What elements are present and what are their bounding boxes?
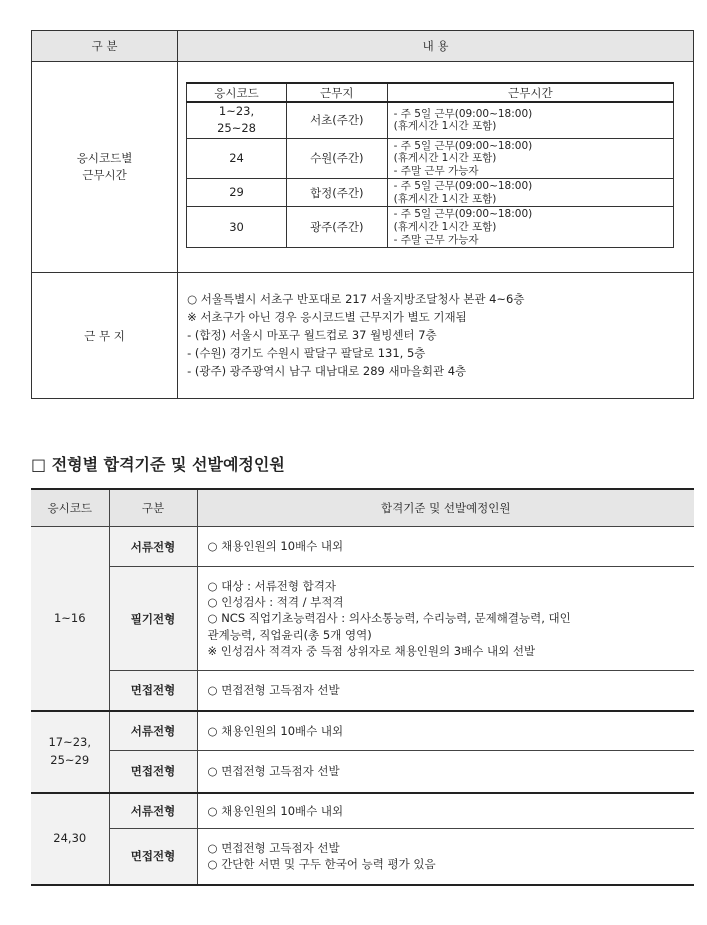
table-row (31, 751, 694, 793)
location-line: - (수원) 경기도 수원시 팔달구 팔달로 131, 5층 (187, 345, 426, 360)
table-row (187, 207, 674, 248)
selection-criteria-table (31, 488, 694, 886)
row-code: 29 (187, 179, 287, 207)
work-conditions-table (31, 30, 694, 399)
location-row (32, 273, 694, 399)
location-label: 근 무 지 (32, 273, 178, 399)
stage-content: ○ 면접전형 고득점자 선발 (197, 751, 694, 793)
inner-header-place: 근무지 (286, 83, 387, 102)
stage-type: 서류전형 (109, 711, 197, 751)
table-row (31, 793, 694, 829)
stage-type: 서류전형 (109, 793, 197, 829)
table-row (187, 138, 674, 179)
table-row (31, 711, 694, 751)
header-content: 내 용 (178, 31, 694, 62)
selection-criteria-header (31, 489, 694, 527)
row-hours: - 주 5일 근무(09:00~18:00) (휴게시간 1시간 포함) - 주말 근무 가능자 (387, 138, 673, 179)
section-title: □ 전형별 합격기준 및 선발예정인원 (31, 455, 285, 474)
stage-type: 면접전형 (109, 671, 197, 711)
table-row (31, 671, 694, 711)
row-code: 30 (187, 207, 287, 248)
group-code: 24,30 (31, 793, 109, 885)
codes-hours-label: 응시코드별 근무시간 (32, 62, 178, 273)
location-line: ※ 서초구가 아닌 경우 응시코드별 근무지가 별도 기재됨 (187, 310, 467, 325)
stage-type: 면접전형 (109, 751, 197, 793)
table-row (187, 102, 674, 138)
codes-hours-row (32, 62, 694, 273)
group-code: 1~16 (31, 527, 109, 711)
stage-content: ○ 면접전형 고득점자 선발 ○ 간단한 서면 및 구두 한국어 능력 평가 있음 (197, 829, 694, 885)
codes-hours-cell (178, 62, 694, 273)
row-place: 서초(주간) (286, 102, 387, 138)
row-place: 합정(주간) (286, 179, 387, 207)
stage-content: ○ 대상 : 서류전형 합격자 ○ 인성검사 : 적격 / 부적격 ○ NCS 직업기초능력검사 : 의사소통능력, 수리능력, 문제해결능력, 대인 관계능력, 직업윤리(총 5개 영역) ※ 인성검사 적격자 중 득점 상위자로 채용인원의 3배수 내외 선발 (197, 567, 694, 671)
header-stage: 구분 (109, 489, 197, 527)
table-row (31, 527, 694, 567)
stage-content: ○ 채용인원의 10배수 내외 (197, 793, 694, 829)
group-code: 17~23, 25~29 (31, 711, 109, 793)
table-row (31, 829, 694, 885)
location-line: - (합정) 서울시 마포구 월드컵로 37 월빙센터 7층 (187, 327, 437, 342)
row-place: 수원(주간) (286, 138, 387, 179)
inner-header-code: 응시코드 (187, 83, 287, 102)
location-line: ○ 서울특별시 서초구 반포대로 217 서울지방조달청사 본관 4~6층 (187, 292, 525, 307)
table-row (31, 567, 694, 671)
stage-content: ○ 채용인원의 10배수 내외 (197, 711, 694, 751)
row-code: 24 (187, 138, 287, 179)
stage-content: ○ 면접전형 고득점자 선발 (197, 671, 694, 711)
row-hours: - 주 5일 근무(09:00~18:00) (휴게시간 1시간 포함) - 주말 근무 가능자 (387, 207, 673, 248)
code-hours-header (187, 83, 674, 102)
code-hours-table (186, 82, 674, 248)
row-code: 1~23, 25~28 (187, 102, 287, 138)
work-conditions-header (32, 31, 694, 62)
inner-header-hours: 근무시간 (387, 83, 673, 102)
header-code: 응시코드 (31, 489, 109, 527)
location-list (178, 273, 693, 398)
row-hours: - 주 5일 근무(09:00~18:00) (휴게시간 1시간 포함) (387, 179, 673, 207)
location-line: - (광주) 광주광역시 남구 대남대로 289 새마을회관 4층 (187, 363, 467, 378)
row-place: 광주(주간) (286, 207, 387, 248)
location-cell (178, 273, 694, 399)
stage-type: 서류전형 (109, 527, 197, 567)
stage-content: ○ 채용인원의 10배수 내외 (197, 527, 694, 567)
header-criteria: 합격기준 및 선발예정인원 (197, 489, 694, 527)
stage-type: 면접전형 (109, 829, 197, 885)
stage-type: 필기전형 (109, 567, 197, 671)
table-row (187, 179, 674, 207)
header-category: 구 분 (32, 31, 178, 62)
row-hours: - 주 5일 근무(09:00~18:00) (휴게시간 1시간 포함) (387, 102, 673, 138)
